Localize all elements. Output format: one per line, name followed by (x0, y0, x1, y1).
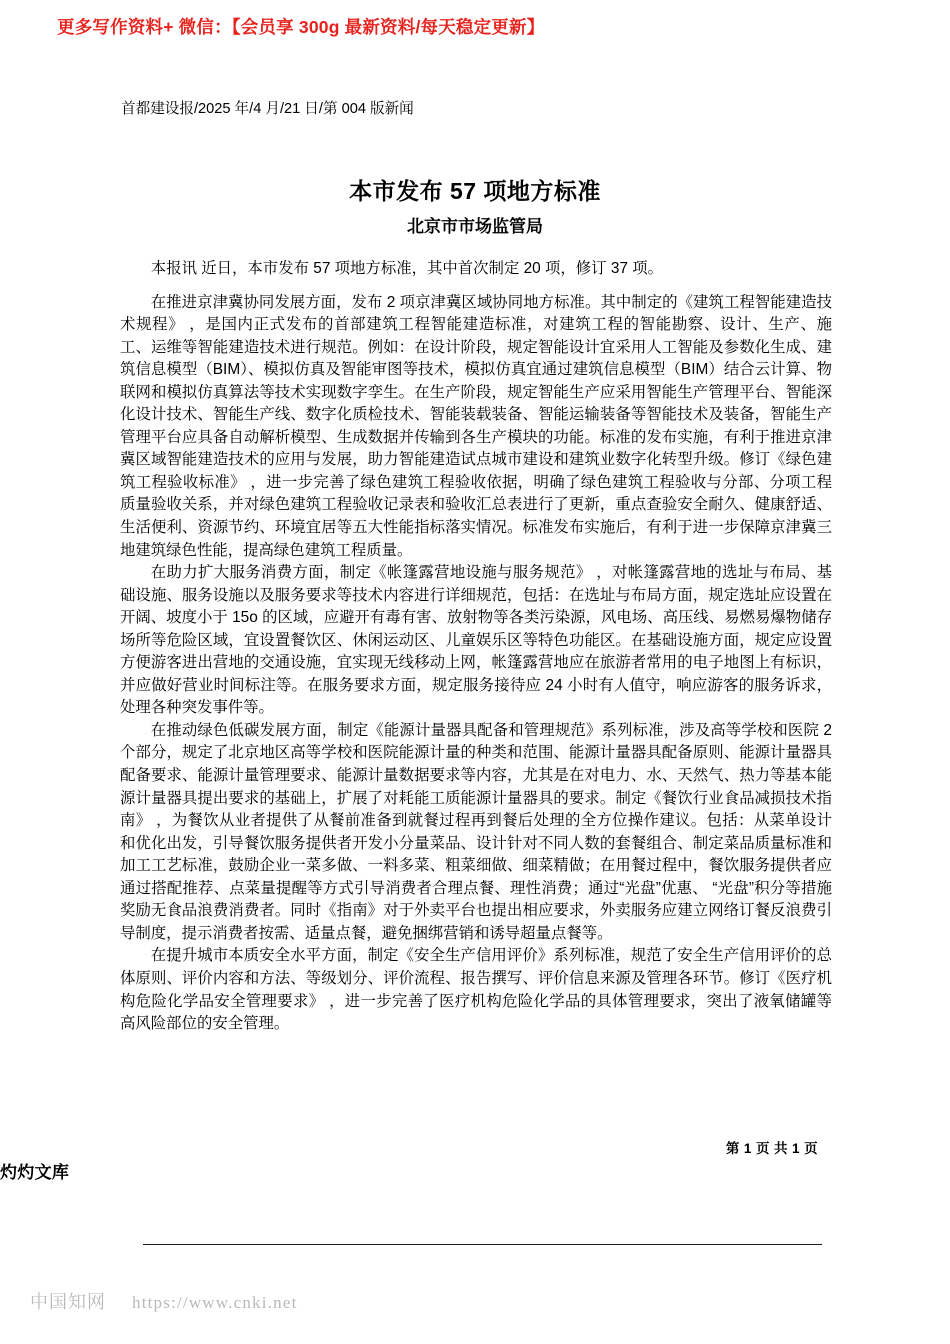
page-indicator: 第 1 页 共 1 页 (725, 1141, 818, 1156)
cnki-brand-name: 中国知网 (30, 1292, 106, 1312)
promo-banner-text: 更多写作资料+ 微信：【会员享 300g 最新资料/每天稳定更新】 (57, 17, 545, 37)
article-paragraph: 在推进京津冀协同发展方面，发布 2 项京津冀区域协同地方标准。其中制定的《建筑工程智能建造技术规程》 ，是国内正式发布的首部建筑工程智能建造标准，对建筑工程的智能勘察、设计、生产、施工、运维等智能建造技术进行规范。例如：在设计阶段，规定智能设计宜采用人工智能及参数化生成、建筑信息模型（BIM）、模拟仿真及智能审图等技术，模拟仿真宜通过建筑信息模型（BIM）结合云计算、物联网和模拟仿真算法等技术实现数字孪生。在生产阶段，规定智能生产应采用智能生产管理平台、智能深化设计技术、智能生产线、数字化质检技术、智能装载装备、智能运输装备等智能技术及装备，智能生产管理平台应具备自动解析模型、生成数据并传输到各生产模块的功能。标准的发布实施，有利于推进京津冀区域智能建造技术的应用与发展，助力智能建造试点城市建设和建筑业数字化转型升级。修订《绿色建筑工程验收标准》 ，进一步完善了绿色建筑工程验收依据，明确了绿色建筑工程验收与分部、分项工程质量验收关系，并对绿色建筑工程验收记录表和验收汇总表进行了更新，重点查验安全耐久、健康舒适、生活便利、资源节约、环境宜居等五大性能指标落实情况。标准发布实施后，有利于进一步保障京津冀三地建筑绿色性能，提高绿色建筑工程质量。 (120, 293, 832, 559)
library-watermark: 灼灼文库 (0, 1163, 70, 1182)
cnki-watermark (30, 1288, 298, 1314)
article-paragraph: 在助力扩大服务消费方面，制定《帐篷露营地设施与服务规范》 ，对帐篷露营地的选址与布局、基础设施、服务设施以及服务要求等技术内容进行详细规范，包括：在选址与布局方面，规定选址应设置在开阔、坡度小于 15o 的区域，应避开有毒有害、放射物等各类污染源，风电场、高压线、易燃易爆物储存场所等危险区域，宜设置餐饮区、休闲运动区、儿童娱乐区等特色功能区。在基础设施方面，规定应设置方便游客进出营地的交通设施，宜实现无线移动上网，帐篷露营地应在旅游者常用的电子地图上有标识，并应做好营业时间标注等。在服务要求方面，规定服务接待应 24 小时有人值守，响应游客的服务诉求，处理各种突发事件等。 (120, 564, 832, 717)
article-headline: 本市发布 57 项地方标准 (349, 178, 601, 205)
article-paragraph: 在提升城市本质安全水平方面，制定《安全生产信用评价》系列标准，规范了安全生产信用评价的总体原则、评价内容和方法、等级划分、评价流程、报告撰写、评价信息来源及管理各环节。修订《医疗机构危险化学品安全管理要求》 ，进一步完善了医疗机构危险化学品的具体管理要求，突出了液氧储罐等高风险部位的安全管理。 (120, 947, 832, 1033)
article-body (120, 258, 832, 1036)
article-byline: 北京市市场监管局 (407, 217, 543, 236)
footer-divider (143, 1244, 822, 1245)
article-paragraph: 本报讯 近日，本市发布 57 项地方标准，其中首次制定 20 项，修订 37 项。 (150, 260, 664, 277)
source-dateline: 首都建设报/2025 年/4 月/21 日/第 004 版新闻 (121, 101, 414, 117)
cnki-url: https://www.cnki.net (132, 1293, 298, 1312)
article-paragraph: 在推动绿色低碳发展方面，制定《能源计量器具配备和管理规范》系列标准，涉及高等学校和医院 2 个部分，规定了北京地区高等学校和医院能源计量的种类和范围、能源计量器具配备原则、能源计量器具配备要求、能源计量管理要求、能源计量数据要求等内容，尤其是在对电力、水、天然气、热力等基本能源计量器具提出要求的基础上，扩展了对耗能工质能源计量器具的要求。制定《餐饮行业食品减损技术指南》 ，为餐饮从业者提供了从餐前准备到就餐过程再到餐后处理的全方位操作建议。包括：从菜单设计和优化出发，引导餐饮服务提供者开发小分量菜品、设计针对不同人数的套餐组合、制定菜品质量标准和加工工艺标准，鼓励企业一菜多做、一料多菜、粗菜细做、细菜精做；在用餐过程中，餐饮服务提供者应通过搭配推荐、点菜量提醒等方式引导消费者合理点餐、理性消费；通过“光盘”优惠、 “光盘”积分等措施奖励无食品浪费消费者。同时《指南》对于外卖平台也提出相应要求，外卖服务应建立网络订餐反浪费引导制度，提示消费者按需、适量点餐，避免捆绑营销和诱导超量点餐等。 (120, 721, 832, 942)
